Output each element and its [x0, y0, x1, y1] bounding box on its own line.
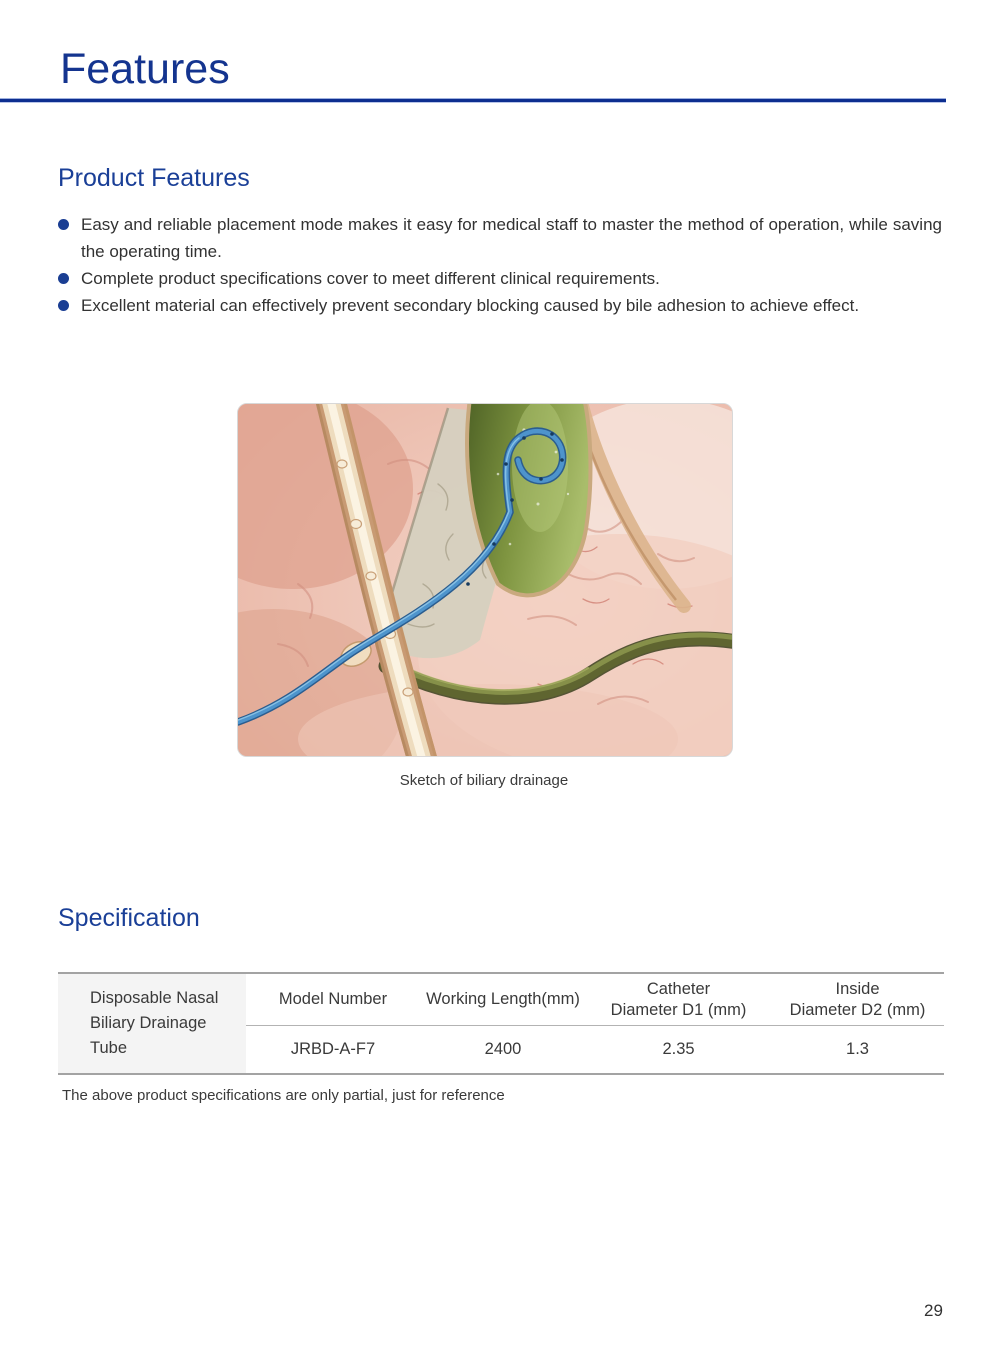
biliary-drainage-illustration — [237, 403, 733, 757]
cell-model-number: JRBD-A-F7 — [290, 1039, 376, 1058]
table-body — [246, 974, 944, 1073]
biliary-drainage-sketch-image — [238, 404, 732, 756]
list-item — [58, 292, 942, 319]
column-header-working-length: Working Length(mm) — [426, 990, 580, 1008]
product-features-heading: Product Features — [58, 164, 250, 192]
cell-catheter-diameter: 2.35 — [662, 1039, 695, 1058]
cell-inside-diameter: 1.3 — [846, 1039, 869, 1058]
page-number: 29 — [924, 1301, 943, 1320]
bullet-icon — [58, 300, 69, 311]
specification-table — [58, 972, 944, 1075]
bullet-text: Complete product specifications cover to meet different clinical requirements. — [81, 269, 660, 288]
page-title: Features — [60, 45, 230, 93]
specification-note: The above product specifications are only partial, just for reference — [62, 1087, 505, 1104]
column-header-inside-diameter: Inside Diameter D2 (mm) — [789, 979, 926, 1019]
table-row — [246, 1026, 944, 1072]
list-item — [58, 211, 942, 265]
title-divider-rule — [0, 98, 946, 103]
list-item — [58, 265, 942, 292]
column-header-catheter-diameter: Catheter Diameter D1 (mm) — [610, 979, 747, 1019]
bullet-icon — [58, 219, 69, 230]
table-row-label: Disposable Nasal Biliary Drainage Tube — [58, 974, 246, 1073]
column-header-model-number: Model Number — [278, 990, 388, 1008]
specification-heading: Specification — [58, 904, 200, 932]
bullet-text: Excellent material can effectively prevent secondary blocking caused by bile adhesion to achieve effect. — [81, 296, 860, 315]
cell-working-length: 2400 — [484, 1039, 522, 1058]
bullet-icon — [58, 273, 69, 284]
product-features-list — [58, 211, 942, 319]
figure-caption: Sketch of biliary drainage — [399, 772, 569, 789]
table-header-row — [246, 974, 944, 1026]
bullet-text: Easy and reliable placement mode makes it easy for medical staff to master the method of operation, while saving the operating time. — [81, 215, 942, 261]
